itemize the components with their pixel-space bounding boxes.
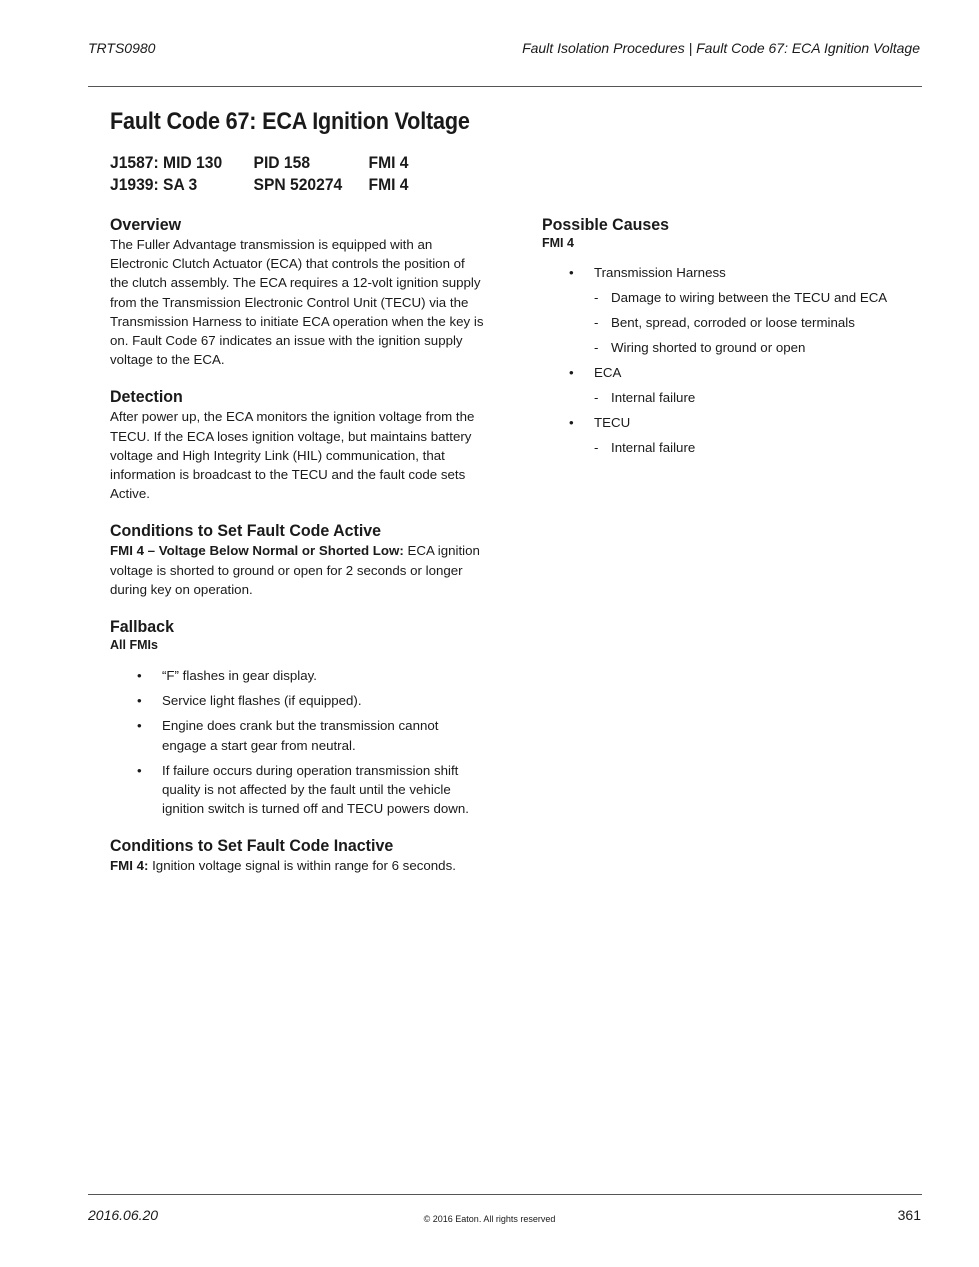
inactive-conditions-section xyxy=(110,835,486,875)
page-title: Fault Code 67: ECA Ignition Voltage xyxy=(110,108,470,135)
bullet-icon: • xyxy=(569,415,574,430)
active-fmi-label: FMI 4 – Voltage Below Normal or Shorted Low: xyxy=(110,543,404,559)
list-item xyxy=(110,761,486,819)
cause-subitem-text: Internal failure xyxy=(611,440,696,455)
bullet-icon: • xyxy=(137,718,142,734)
list-item-text: Service light flashes (if equipped). xyxy=(162,693,362,709)
bullet-icon: • xyxy=(137,762,142,778)
fallback-heading: Fallback xyxy=(110,617,174,637)
code-row xyxy=(110,153,408,175)
cause-item xyxy=(542,413,922,457)
cause-sublist xyxy=(594,388,922,407)
active-conditions-section xyxy=(110,520,486,599)
dash-icon: - xyxy=(594,390,599,405)
id-cell: SPN 520274 xyxy=(253,175,343,194)
fallback-section xyxy=(110,616,486,818)
active-conditions-heading: Conditions to Set Fault Code Active xyxy=(110,521,382,541)
fault-code-table xyxy=(110,153,408,197)
cause-sublist xyxy=(594,288,922,357)
running-header: Fault Isolation Procedures | Fault Code 67: ECA Ignition Voltage xyxy=(522,40,920,56)
overview-heading: Overview xyxy=(110,215,182,234)
list-item xyxy=(110,716,486,754)
cause-subitem-text: Wiring shorted to ground or open xyxy=(611,340,806,355)
bullet-icon: • xyxy=(137,668,142,684)
possible-causes-heading: Possible Causes xyxy=(542,215,670,234)
list-item-text: “F” flashes in gear display. xyxy=(162,668,317,684)
bullet-icon: • xyxy=(569,265,574,280)
footer-copyright: © 2016 Eaton. All rights reserved xyxy=(423,1214,556,1224)
possible-causes-list xyxy=(542,263,922,457)
detection-heading: Detection xyxy=(110,387,183,407)
dash-icon: - xyxy=(594,440,599,455)
cause-subitem xyxy=(594,388,922,407)
bullet-icon: • xyxy=(137,693,142,709)
right-column xyxy=(542,214,922,463)
active-fmi-text: ECA ignition voltage is shorted to ground or open for 2 seconds or longer during key on operation. xyxy=(110,543,480,597)
cause-subitem-text: Internal failure xyxy=(611,390,696,405)
protocol-cell: J1939: SA 3 xyxy=(110,175,198,194)
list-item xyxy=(110,666,486,685)
cause-sublist xyxy=(594,438,922,457)
footer-rule xyxy=(88,1194,922,1195)
detection-section xyxy=(110,386,486,503)
fmi-cell: FMI 4 xyxy=(368,153,409,172)
cause-subitem xyxy=(594,338,922,357)
list-item-text: If failure occurs during operation transmission shift quality is not affected by the fault until the vehicle ignition switch is turned off and TECU powers down. xyxy=(162,762,469,817)
header-rule xyxy=(88,86,922,87)
cause-label: Transmission Harness xyxy=(594,265,726,280)
doc-code: TRTS0980 xyxy=(88,40,156,56)
dash-icon: - xyxy=(594,340,599,355)
dash-icon: - xyxy=(594,315,599,330)
overview-text: The Fuller Advantage transmission is equipped with an Electronic Clutch Actuator (ECA) that controls the position of the clutch assembly. The ECA requires a 12-volt ignition supply from the Transmission Electronic Control Unit (TECU) via the Transmission Harness to initiate ECA operation when the key is on. Fault Code 67 indicates an issue with the ignition supply voltage to the ECA. xyxy=(110,237,484,368)
fmi-cell: FMI 4 xyxy=(368,175,409,194)
cause-subitem xyxy=(594,313,922,332)
cause-label: TECU xyxy=(594,415,631,430)
fallback-list xyxy=(110,666,486,818)
page-number: 361 xyxy=(897,1207,921,1223)
cause-subitem-text: Bent, spread, corroded or loose terminals xyxy=(611,315,855,330)
inactive-conditions-heading: Conditions to Set Fault Code Inactive xyxy=(110,836,394,856)
inactive-conditions-text xyxy=(110,856,486,875)
fallback-subheading: All FMIs xyxy=(110,638,158,653)
possible-causes-subheading: FMI 4 xyxy=(542,236,574,250)
inactive-fmi-text: Ignition voltage signal is within range for 6 seconds. xyxy=(148,858,456,874)
cause-item xyxy=(542,263,922,357)
dash-icon: - xyxy=(594,290,599,305)
left-column xyxy=(110,214,486,893)
code-row xyxy=(110,175,408,197)
footer-date: 2016.06.20 xyxy=(88,1207,159,1223)
active-conditions-text xyxy=(110,541,486,599)
bullet-icon: • xyxy=(569,365,574,380)
cause-item xyxy=(542,363,922,407)
list-item xyxy=(110,691,486,710)
id-cell: PID 158 xyxy=(253,153,311,172)
cause-subitem-text: Damage to wiring between the TECU and ECA xyxy=(611,290,888,305)
protocol-cell: J1587: MID 130 xyxy=(110,153,223,172)
detection-text: After power up, the ECA monitors the ignition voltage from the TECU. If the ECA loses ignition voltage, but maintains battery voltage and High Integrity Link (HIL) communication, that information is broadcast to the TECU and the fault code sets Active. xyxy=(110,409,475,502)
overview-section xyxy=(110,214,486,369)
cause-subitem xyxy=(594,288,922,307)
cause-subitem xyxy=(594,438,922,457)
inactive-fmi-label: FMI 4: xyxy=(110,858,149,874)
list-item-text: Engine does crank but the transmission cannot engage a start gear from neutral. xyxy=(162,718,439,753)
cause-label: ECA xyxy=(594,365,622,380)
